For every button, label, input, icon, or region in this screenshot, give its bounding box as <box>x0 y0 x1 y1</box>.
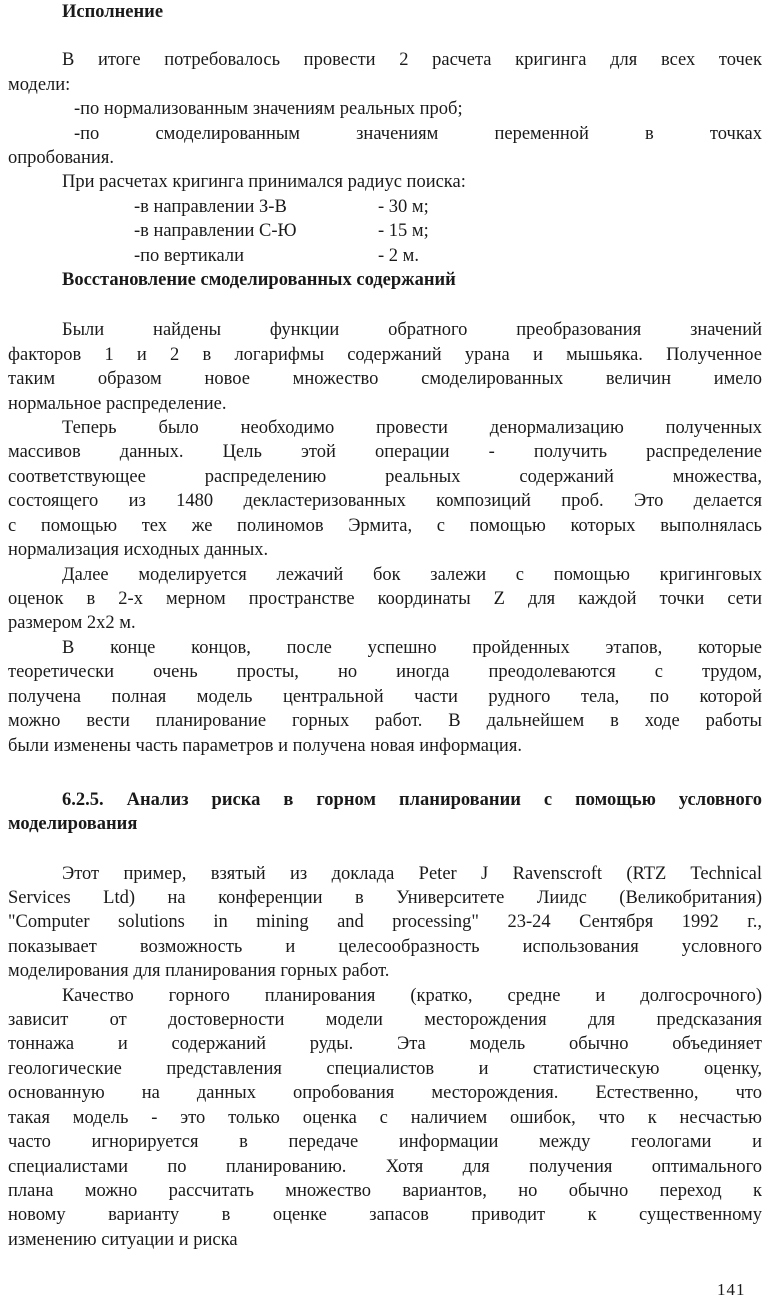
paragraph-line: В итоге потребовалось провести 2 расчета кригинга для всех точек <box>62 50 762 70</box>
radius-direction: -по вертикали <box>134 246 244 266</box>
paragraph-line: размером 2х2 м. <box>8 613 136 633</box>
list-item: -по смоделированным значениям переменной в точках <box>74 124 762 144</box>
paragraph-line: Качество горного планирования (кратко, средне и долгосрочного) <box>62 986 762 1006</box>
paragraph-line: При расчетах кригинга принимался радиус поиска: <box>62 172 466 192</box>
paragraph-line: основанную на данных опробования месторождения. Естественно, что <box>8 1083 762 1103</box>
paragraph-line: Далее моделируется лежачий бок залежи с помощью кригинговых <box>62 565 762 585</box>
paragraph-line: факторов 1 и 2 в логарифмы содержаний урана и мышьяка. Полученное <box>8 345 762 365</box>
paragraph-line: тоннажа и содержаний руды. Эта модель обычно объединяет <box>8 1034 762 1054</box>
paragraph-line: "Computer solutions in mining and processing" 23-24 Сентября 1992 г., <box>8 912 762 932</box>
paragraph-line: получена полная модель центральной части рудного тела, по которой <box>8 687 762 707</box>
paragraph-line: изменению ситуации и риска <box>8 1230 238 1250</box>
paragraph-line: зависит от достоверности модели месторождения для предсказания <box>8 1010 762 1030</box>
paragraph-line: нормальное распределение. <box>8 394 227 414</box>
paragraph-line: можно вести планирование горных работ. В дальнейшем в ходе работы <box>8 711 762 731</box>
paragraph-line: Теперь было необходимо провести денормализацию полученных <box>62 418 762 438</box>
paragraph-line: опробования. <box>8 148 114 168</box>
paragraph-line: оценок в 2-х мерном пространстве координаты Z для каждой точки сети <box>8 589 762 609</box>
paragraph-line: такая модель - это только оценка с наличием ошибок, что к несчастью <box>8 1108 762 1128</box>
paragraph-line: новому варианту в оценке запасов приводит к существенному <box>8 1205 762 1225</box>
radius-direction: -в направлении С-Ю <box>134 221 297 241</box>
paragraph-line: с помощью тех же полиномов Эрмита, с помощью которых выполнялась <box>8 516 762 536</box>
paragraph-line: состоящего из 1480 декластеризованных композиций проб. Это делается <box>8 491 762 511</box>
radius-value: - 15 м; <box>378 221 429 241</box>
paragraph-line: моделирования для планирования горных работ. <box>8 961 390 981</box>
paragraph-line: В конце концов, после успешно пройденных этапов, которые <box>62 638 762 658</box>
paragraph-line: соответствующее распределению реальных содержаний множества, <box>8 467 762 487</box>
radius-direction: -в направлении З-В <box>134 197 287 217</box>
paragraph-line: были изменены часть параметров и получена новая информация. <box>8 736 522 756</box>
section-heading: моделирования <box>8 814 138 834</box>
paragraph-line: показывает возможность и целесообразность использования условного <box>8 937 762 957</box>
paragraph-line: часто игнорируется в передаче информации между геологами и <box>8 1132 762 1152</box>
paragraph-line: модели: <box>8 75 71 95</box>
paragraph-line: Были найдены функции обратного преобразования значений <box>62 320 762 340</box>
heading-restore: Восстановление смоделированных содержаний <box>62 270 456 290</box>
heading-execution: Исполнение <box>62 2 164 22</box>
paragraph-line: теоретически очень просты, но иногда преодолеваются с трудом, <box>8 662 762 682</box>
page-number: 141 <box>717 1280 746 1299</box>
paragraph-line: таким образом новое множество смоделированных величин имело <box>8 369 762 389</box>
list-item: -по нормализованным значениям реальных проб; <box>74 99 463 119</box>
section-heading: 6.2.5. Анализ риска в горном планировании с помощью условного <box>62 790 762 810</box>
paragraph-line: специалистами по планированию. Хотя для получения оптимального <box>8 1157 762 1177</box>
paragraph-line: Services Ltd) на конференции в Университете Лиидс (Великобритания) <box>8 888 762 908</box>
paragraph-line: Этот пример, взятый из доклада Peter J Ravenscroft (RTZ Technical <box>62 864 762 884</box>
paragraph-line: нормализация исходных данных. <box>8 540 269 560</box>
paragraph-line: массивов данных. Цель этой операции - получить распределение <box>8 442 762 462</box>
radius-value: - 30 м; <box>378 197 429 217</box>
radius-value: - 2 м. <box>378 246 419 266</box>
paragraph-line: плана можно рассчитать множество вариантов, но обычно переход к <box>8 1181 762 1201</box>
paragraph-line: геологические представления специалистов и статистическую оценку, <box>8 1059 762 1079</box>
